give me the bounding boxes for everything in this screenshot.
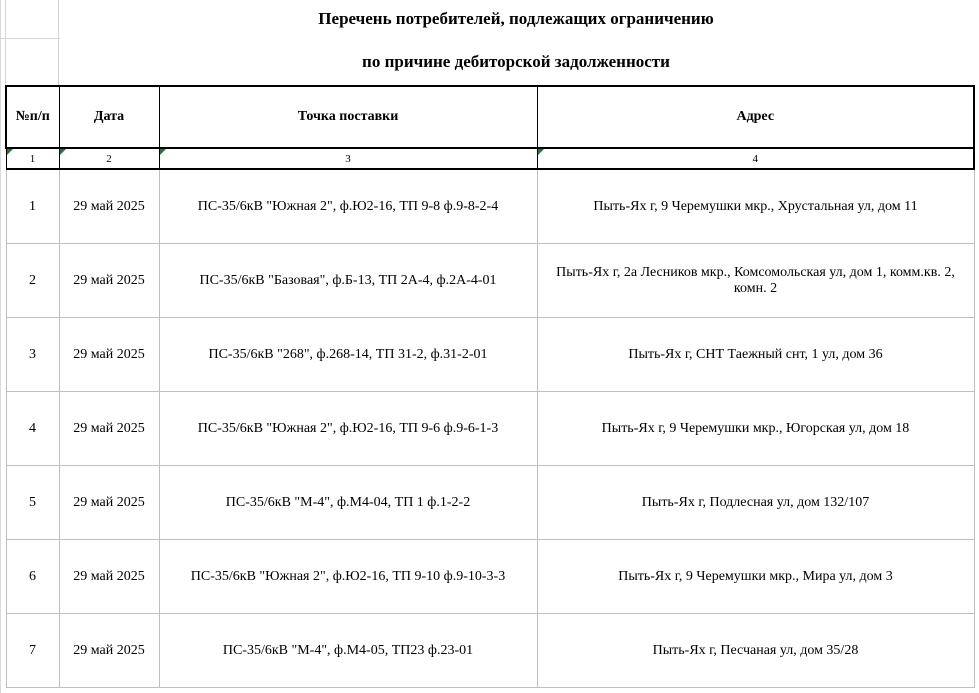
sheet-subtitle: по причине дебиторской задолженности <box>362 52 670 71</box>
address-cell[interactable]: Пыть-Ях г, 9 Черемушки мкр., Югорская ул, дом 18 <box>537 392 974 466</box>
table-row <box>6 614 974 688</box>
comment-marker-icon <box>160 149 166 155</box>
date-cell[interactable]: 29 май 2025 <box>59 169 159 244</box>
address-cell[interactable]: Пыть-Ях г, 9 Черемушки мкр., Хрустальная ул, дом 11 <box>537 169 974 244</box>
address-cell[interactable]: Пыть-Ях г, 9 Черемушки мкр., Мира ул, дом 3 <box>537 540 974 614</box>
comment-marker-icon <box>7 149 13 155</box>
table-row <box>6 169 974 244</box>
column-number-cell[interactable]: 2 <box>59 148 159 169</box>
column-header-number[interactable]: №п/п <box>6 86 59 148</box>
table-row <box>6 392 974 466</box>
date-cell[interactable]: 29 май 2025 <box>59 466 159 540</box>
row-number-cell[interactable]: 7 <box>6 614 59 688</box>
row-number-cell[interactable]: 6 <box>6 540 59 614</box>
column-header-address[interactable]: Адрес <box>537 86 974 148</box>
comment-marker-icon <box>538 149 544 155</box>
table-row <box>6 318 974 392</box>
row-number-cell[interactable]: 5 <box>6 466 59 540</box>
row-number-cell[interactable]: 1 <box>6 169 59 244</box>
date-cell[interactable]: 29 май 2025 <box>59 540 159 614</box>
address-cell[interactable]: Пыть-Ях г, Подлесная ул, дом 132/107 <box>537 466 974 540</box>
column-numbers-row <box>6 148 974 169</box>
address-cell[interactable]: Пыть-Ях г, Песчаная ул, дом 35/28 <box>537 614 974 688</box>
comment-marker-icon <box>60 149 66 155</box>
supply-point-cell[interactable]: ПС-35/6кВ "Базовая", ф.Б-13, ТП 2А-4, ф.2А-4-01 <box>159 244 537 318</box>
column-number-cell[interactable]: 3 <box>159 148 537 169</box>
supply-point-cell[interactable]: ПС-35/6кВ "Южная 2", ф.Ю2-16, ТП 9-10 ф.9-10-3-3 <box>159 540 537 614</box>
grid-line <box>5 0 6 85</box>
address-cell[interactable]: Пыть-Ях г, СНТ Таежный снт, 1 ул, дом 36 <box>537 318 974 392</box>
date-cell[interactable]: 29 май 2025 <box>59 392 159 466</box>
row-number-cell[interactable]: 3 <box>6 318 59 392</box>
address-cell[interactable]: Пыть-Ях г, 2а Лесников мкр., Комсомольская ул, дом 1, комм.кв. 2, комн. 2 <box>537 244 974 318</box>
table-row <box>6 540 974 614</box>
supply-point-cell[interactable]: ПС-35/6кВ "Южная 2", ф.Ю2-16, ТП 9-8 ф.9-8-2-4 <box>159 169 537 244</box>
grid-line <box>58 0 59 85</box>
table-header-row <box>6 86 974 148</box>
column-number-cell[interactable]: 4 <box>537 148 974 169</box>
row-number-cell[interactable]: 2 <box>6 244 59 318</box>
table-row <box>6 466 974 540</box>
consumers-table <box>5 85 975 688</box>
grid-line <box>0 38 60 39</box>
supply-point-cell[interactable]: ПС-35/6кВ "М-4", ф.М4-05, ТП23 ф.23-01 <box>159 614 537 688</box>
supply-point-cell[interactable]: ПС-35/6кВ "М-4", ф.М4-04, ТП 1 ф.1-2-2 <box>159 466 537 540</box>
supply-point-cell[interactable]: ПС-35/6кВ "268", ф.268-14, ТП 31-2, ф.31-2-01 <box>159 318 537 392</box>
date-cell[interactable]: 29 май 2025 <box>59 614 159 688</box>
table-row <box>6 244 974 318</box>
column-number-cell[interactable]: 1 <box>6 148 59 169</box>
date-cell[interactable]: 29 май 2025 <box>59 318 159 392</box>
supply-point-cell[interactable]: ПС-35/6кВ "Южная 2", ф.Ю2-16, ТП 9-6 ф.9-6-1-3 <box>159 392 537 466</box>
column-header-date[interactable]: Дата <box>59 86 159 148</box>
sheet-title: Перечень потребителей, подлежащих ограничению <box>318 9 714 28</box>
column-header-supply-point[interactable]: Точка поставки <box>159 86 537 148</box>
row-number-cell[interactable]: 4 <box>6 392 59 466</box>
date-cell[interactable]: 29 май 2025 <box>59 244 159 318</box>
